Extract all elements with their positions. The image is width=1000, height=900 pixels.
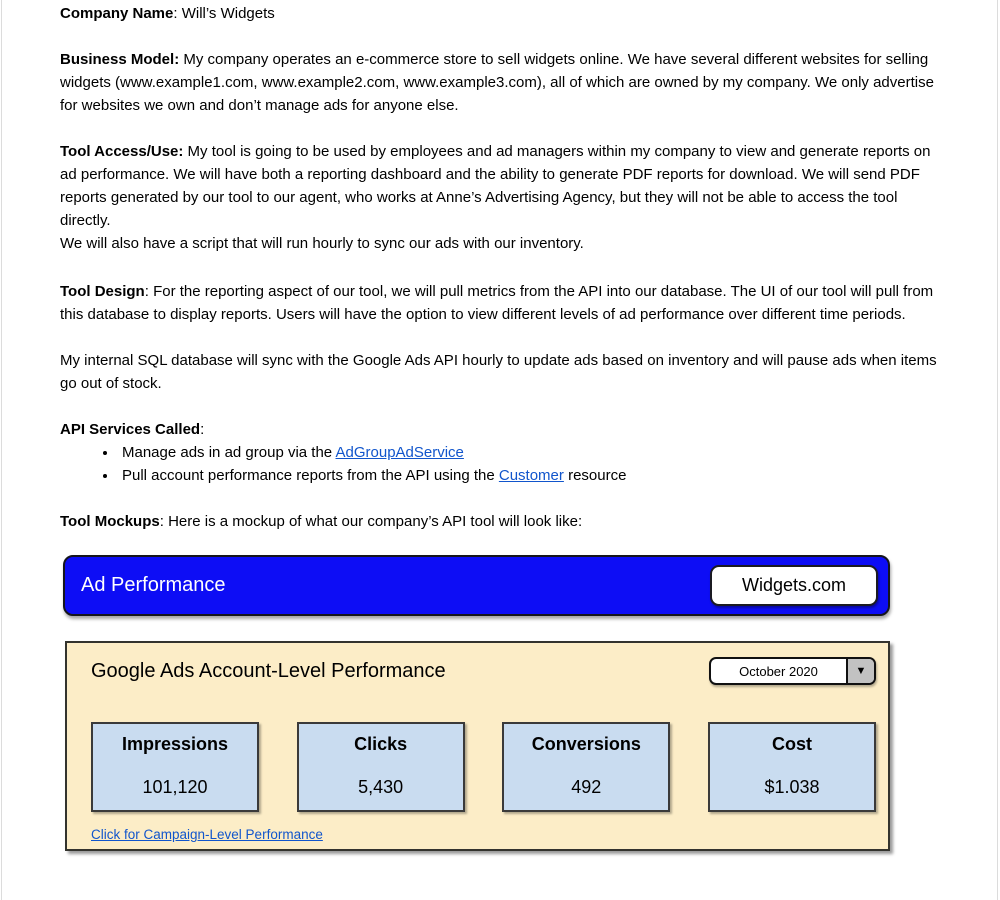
tool-mockups-label: Tool Mockups bbox=[60, 513, 160, 530]
metric-card-clicks bbox=[297, 722, 465, 812]
list-item-customer bbox=[118, 464, 940, 487]
metric-card-impressions bbox=[91, 722, 259, 812]
tool-access-text-2: We will also have a script that will run hourly to sync our ads with our inventory. bbox=[60, 235, 584, 252]
customer-link[interactable]: Customer bbox=[498, 467, 564, 484]
paragraph-tool-mockups bbox=[60, 510, 940, 533]
metric-label: Conversions bbox=[531, 734, 641, 754]
metric-value: 5,430 bbox=[358, 777, 404, 797]
bullet-text-post: resource bbox=[563, 467, 627, 484]
metric-card-conversions bbox=[502, 722, 670, 812]
api-services-label: API Services Called bbox=[60, 421, 201, 438]
paragraph-sql-sync bbox=[60, 349, 940, 395]
metric-value: 492 bbox=[571, 777, 602, 797]
campaign-level-link[interactable]: Click for Campaign-Level Performance bbox=[91, 827, 323, 842]
page-edge-right bbox=[997, 0, 998, 900]
paragraph-company-name bbox=[60, 2, 940, 25]
month-dropdown[interactable] bbox=[709, 657, 876, 685]
api-services-list bbox=[60, 441, 940, 487]
mockup-title: Ad Performance bbox=[81, 574, 226, 596]
company-name-text: : Will’s Widgets bbox=[173, 5, 275, 22]
metric-value: 101,120 bbox=[142, 777, 208, 797]
bullet-text-pre: Pull account performance reports from the API using the bbox=[122, 467, 499, 484]
campaign-link-row bbox=[91, 823, 876, 846]
account-performance-panel bbox=[65, 641, 890, 851]
tool-mockups-text: : Here is a mockup of what our company’s API tool will look like: bbox=[159, 513, 583, 530]
panel-title: Google Ads Account-Level Performance bbox=[91, 659, 446, 682]
metric-label: Cost bbox=[771, 734, 812, 754]
panel-header bbox=[91, 657, 876, 685]
month-dropdown-value[interactable]: October 2020 bbox=[739, 663, 818, 679]
list-item-adgroupadservice bbox=[118, 441, 940, 464]
bullet-text-pre: Manage ads in ad group via the bbox=[122, 444, 336, 461]
paragraph-tool-design bbox=[60, 280, 940, 326]
sql-sync-text: My internal SQL database will sync with the Google Ads API hourly to update ads based on inventory and will pause ads when items go out of stock. bbox=[60, 352, 937, 392]
api-services-colon: : bbox=[200, 421, 205, 438]
metric-cards-row bbox=[91, 722, 876, 812]
tool-access-text: My tool is going to be used by employees and ad managers within my company to view and generate reports on ad performance. We will have both a reporting dashboard and the ability to generate PDF reports for download. We will send PDF reports generated by our tool to our agent, who works at Anne’s Advertising Agency, but they will not be able to access the tool directly. bbox=[60, 143, 931, 229]
mockup-header-bar bbox=[63, 555, 890, 616]
tool-access-label: Tool Access/Use: bbox=[60, 143, 184, 160]
metric-label: Impressions bbox=[121, 734, 229, 754]
business-model-text: My company operates an e-commerce store to sell widgets online. We have several different websites for selling widgets (www.example1.com, www.example2.com, www.example3.com), all of which are owned by my company. We only advertise for websites we own and don’t manage ads for anyone else. bbox=[60, 51, 934, 114]
paragraph-api-services bbox=[60, 418, 940, 441]
widgets-site-button[interactable]: Widgets.com bbox=[710, 565, 878, 606]
metric-label: Clicks bbox=[354, 734, 408, 754]
adgroupadservice-link[interactable]: AdGroupAdService bbox=[335, 444, 464, 461]
metric-card-cost bbox=[708, 722, 876, 812]
chevron-down-icon[interactable]: ▼ bbox=[846, 659, 874, 683]
company-name-label: Company Name bbox=[60, 5, 174, 22]
paragraph-tool-access bbox=[60, 140, 940, 255]
business-model-label: Business Model: bbox=[60, 51, 180, 68]
tool-design-label: Tool Design bbox=[60, 283, 145, 300]
page-edge-left bbox=[1, 0, 2, 900]
tool-design-text: : For the reporting aspect of our tool, we will pull metrics from the API into our database. The UI of our tool will pull from this database to display reports. Users will have the option to view different levels of ad performance over different time periods. bbox=[60, 283, 934, 323]
metric-value: $1.038 bbox=[764, 777, 820, 797]
paragraph-business-model bbox=[60, 48, 940, 117]
